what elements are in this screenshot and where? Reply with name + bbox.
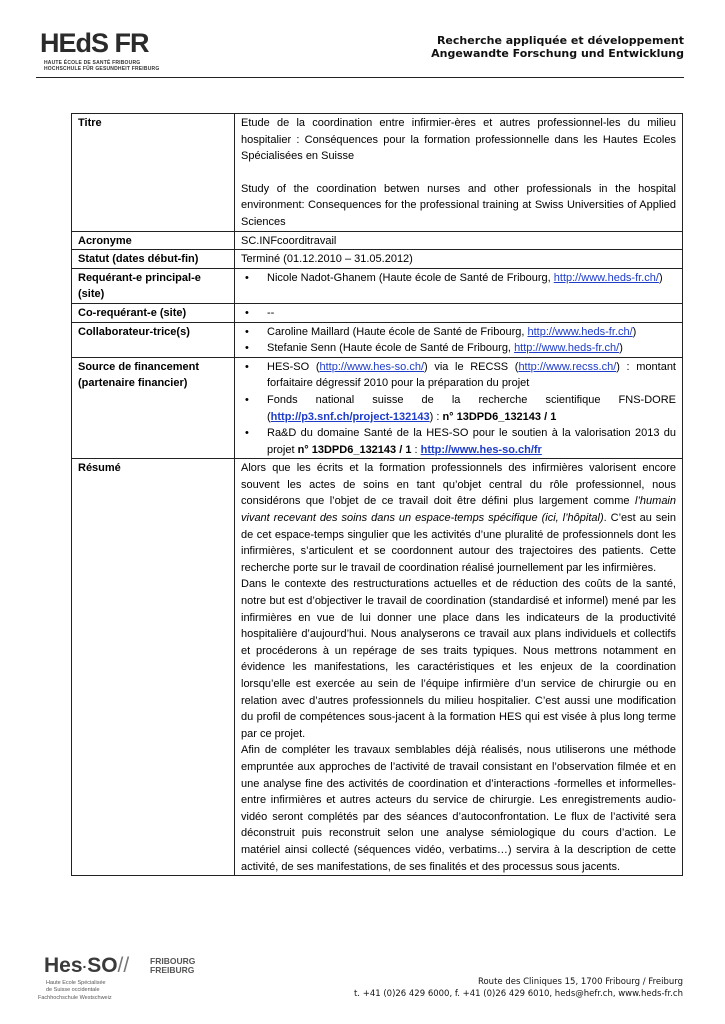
label-requerant: Requérant-e principal-e (site)	[72, 268, 235, 303]
label-titre: Titre	[72, 114, 235, 232]
requerant-text: Nicole Nadot-Ghanem (Haute école de Santé de Fribourg,	[267, 271, 554, 284]
project-number: n° 13DPD6_132143 / 1	[442, 410, 557, 423]
footer-address-line: Route des Cliniques 15, 1700 Fribourg / Freiburg	[477, 977, 683, 987]
hes-so-logo-city-de: FREIBURG	[150, 965, 195, 975]
resume-text: Alors que les écrits et la formation professionnels des infirmières valorisent encore souvent les actes de soins en tant qu’objet central du rôle professionnel, nous considérons que l’objet de ce travail doit être défini plus largement comme	[241, 462, 676, 508]
heds-logo-subtitle-fr: HAUTE ÉCOLE DE SANTÉ FRIBOURG	[44, 60, 141, 66]
header-title-fr: Recherche appliquée et développement	[436, 34, 684, 47]
row-titre	[72, 114, 683, 232]
requerant-after: )	[658, 271, 663, 284]
snf-project-link[interactable]: http://p3.snf.ch/project-132143	[270, 410, 430, 423]
label-financement: Source de financement (partenaire financier)	[72, 357, 235, 459]
label-collaborateurs: Collaborateur-trice(s)	[72, 322, 235, 357]
collaborateur-text: Stefanie Senn (Haute école de Santé de Fribourg,	[267, 342, 515, 355]
funding-text: ) : montant forfaitaire dégressif 2010 pour la préparation du projet	[267, 360, 676, 390]
hes-so-logo-city-fr: FRIBOURG	[150, 956, 196, 966]
heds-logo-wordmark: HEdS FR	[40, 28, 149, 58]
footer-address	[354, 977, 683, 1000]
funding-text: ) :	[429, 410, 443, 423]
footer-contact-line: t. +41 (0)26 429 6000, f. +41 (0)26 429 6010, heds@hefr.ch, www.heds-fr.ch	[353, 988, 683, 999]
list-item	[241, 359, 676, 392]
label-corequerant: Co-requérant-e (site)	[72, 303, 235, 322]
label-statut: Statut (dates début-fin)	[72, 250, 235, 269]
funding-text: HES-SO (	[267, 360, 320, 373]
funding-text: :	[411, 443, 421, 456]
row-corequerant	[72, 303, 683, 322]
hes-so-logo-city	[150, 957, 195, 975]
value-corequerant	[235, 303, 683, 322]
resume-paragraph-2: Dans le contexte des restructurations actuelles et de réduction des coûts de la santé, notre but est d’objectiver le travail de coordination (standardisé et informel) mené par les infirmières en vue de lui donner une place dans les indicateurs de la productivité hospitalière d’aujourd’hui. Nous analyserons ce travail aux plans individuels et collectifs et procéderons à un repérage de ses traits typiques. Nous mettrons notamment en évidence les manifestations, les caractéristiques et les enjeux de la coordination lorsqu’elle est exercée au sein de l’équipe infirmière d’un service de chirurgie ou en relation avec d’autres professionnels du milieu hospitalier. C’est aussi une modification du profil de compétences sous-jacent à la formation HES qui est visée à plus long terme par ce projet.	[241, 578, 676, 740]
hes-so-logo	[36, 954, 216, 1004]
list-item	[241, 340, 676, 357]
header-divider	[36, 77, 684, 78]
resume-emphasis: l’humain vivant recevant des soins dans un espace-temps spécifique (ici, l’hôpital)	[241, 495, 676, 525]
recss-link[interactable]: http://www.recss.ch/	[518, 360, 617, 373]
heds-logo-subtitle-de: HOCHSCHULE FÜR GESUNDHEIT FREIBURG	[44, 66, 160, 72]
list-item	[241, 270, 676, 287]
label-acronyme: Acronyme	[72, 231, 235, 250]
collaborateur-after: )	[632, 325, 637, 338]
header-title-de: Angewandte Forschung und Entwicklung	[431, 47, 684, 60]
collaborateur-after: )	[619, 342, 623, 355]
hes-so-logo-sub: Fachhochschule Westschweiz	[38, 995, 112, 1001]
list-item	[241, 425, 676, 458]
value-statut: Terminé (01.12.2010 – 31.05.2012)	[235, 250, 683, 269]
heds-logo	[40, 26, 176, 72]
hes-so-wordmark-hes: Hes	[44, 954, 83, 977]
row-requerant	[72, 268, 683, 303]
label-resume: Résumé	[72, 459, 235, 876]
value-collaborateurs	[235, 322, 683, 357]
list-item	[241, 392, 676, 425]
hes-so-link[interactable]: http://www.hes-so.ch/	[319, 360, 425, 373]
collaborateur-link[interactable]: http://www.heds-fr.ch/	[527, 325, 633, 338]
row-statut	[72, 250, 683, 269]
hes-so-wordmark-so: SO	[87, 954, 118, 977]
funding-text: ) via le RECSS (	[424, 360, 519, 373]
project-number: n° 13DPD6_132143 / 1	[297, 443, 412, 456]
collaborateur-text: Caroline Maillard (Haute école de Santé de Fribourg,	[267, 325, 528, 338]
title-en: Study of the coordination betwen nurses and other professionals in the hospital environment: Consequences for the professional training at Swiss Universities of Applied Sciences	[241, 182, 676, 228]
value-acronyme: SC.INFcoorditravail	[235, 231, 683, 250]
row-financement	[72, 357, 683, 459]
value-titre	[235, 114, 683, 232]
title-fr: Etude de la coordination entre infirmier-ères et autres professionnel-les du milieu hospitalier : Conséquences pour la formation professionnelle dans les Hautes Ecoles Spécialisées en Suisse	[241, 117, 676, 163]
resume-paragraph-1	[241, 460, 676, 576]
project-info-table	[71, 113, 683, 876]
hes-so-logo-sub: Haute Ecole Spécialisée	[46, 980, 106, 986]
funding-text: Ra&D du domaine Santé de la HES-SO pour le soutien à la valorisation 2013 du projet	[267, 427, 676, 456]
collaborateur-link[interactable]: http://www.heds-fr.ch/	[514, 342, 620, 355]
hes-so-wordmark-dot: ·	[82, 958, 88, 975]
row-acronyme	[72, 231, 683, 250]
list-item	[241, 324, 676, 341]
value-requerant	[235, 268, 683, 303]
row-collaborateurs	[72, 322, 683, 357]
hes-so-wordmark: Hes·SO//	[44, 954, 130, 977]
hes-so-fr-link[interactable]: http://www.hes-so.ch/fr	[420, 443, 542, 456]
resume-paragraph-3: Afin de compléter les travaux semblables déjà réalisés, nous utiliserons une méthode empruntée aux approches de l’activité de travail consistant en l’observation filmée et en une analyse fine des activités de coordination et d’interactions -formelles et informelles- entre infirmières et autres acteurs du service de chirurgie. Les enregistrements audio-vidéo seront complétés par des séances d’autoconfrontation. Le flux de l’activité sera déconstruit puis reconstruit selon une analyse sémiologique du cours d’action. Le matériel ainsi collecté (séquences vidéo, verbatims…) servira à la description de cette activité, de ses manifestations, de ses finalités et des processus sous jacents.	[241, 744, 676, 873]
hes-so-logo-sub: de Suisse occidentale	[46, 987, 100, 993]
value-resume	[235, 459, 683, 876]
list-item: • --	[241, 305, 676, 322]
row-resume	[72, 459, 683, 876]
resume-text: . C’est au sein de cet espace-temps singulier que les activités d’une pluralité de professionnels dont les infirmières, s’articulent et se coordonnent autour des trajectoires des patients. Cette recherche porte sur le travail de coordination réalisé journellement par les infirmières.	[241, 512, 676, 574]
funding-text: Fonds national suisse de la recherche scientifique FNS-DORE (	[267, 393, 676, 423]
header-title	[431, 34, 684, 60]
value-financement	[235, 357, 683, 459]
requerant-link[interactable]: http://www.heds-fr.ch/	[553, 271, 659, 284]
